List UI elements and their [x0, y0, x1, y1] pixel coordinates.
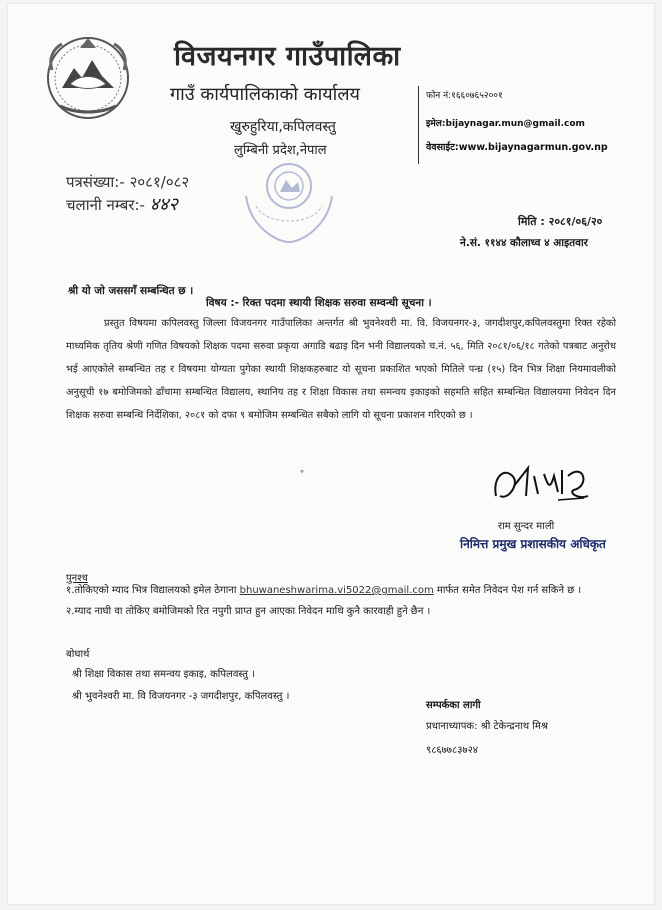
office-website: www.bijaynagarmun.gov.np — [458, 142, 608, 153]
postscript-line-1-pre: १.तोकिएको म्याद भित्र विद्यालयको इमेल ठेगाना — [66, 585, 240, 596]
nepal-sambat-date: ने.सं. ११४४ कौलाध्व ४ आइतवार — [460, 237, 588, 249]
office-name: विजयनगर गाउँपालिका — [174, 41, 401, 72]
letter-body-text: प्रस्तुत विषयमा कपिलवस्तु जिल्ला विजयनगर गाउँपालिका अन्तर्गत श्री भुवनेश्वरी मा. वि. विजयनगर-३, जगदीशपुर,कपिलवस्तुमा रिक्त रहेको माध्यमिक तृतिय श्रेणी गणित विषयको शिक्षक पदमा सरुवा प्रकृया अगाडि बढाइ दिन भनी विद्यालयको च.नं. ५६, मिति २०८१/०६/१८ गतेको पत्रबाट अनुरोध भई आएकोले सम्बन्धित तह र विषयमा योग्यता पुगेका स्थायी शिक्षकहरुबाट यो सूचना प्रकाशित भएको मितिले पन्ध्र (१५) दिन भित्र शिक्षा नियमावलीको अनुसूची १७ बमोजिमको ढाँचामा सम्बन्धित विद्यालय, स्थानिय तह र शिक्षा विकास तथा समन्वय इकाइको सहमति सहित सम्बन्धित विद्यालयमा निवेदन दिन शिक्षक सरुवा सम्बन्धि निर्देशिका, २०८१ को दफा ९ बमोजिम सम्बन्धित सबैको लागि यो सूचना प्रकाशन गरिएको छ । — [66, 318, 616, 421]
website-line — [426, 140, 608, 153]
municipality-stamp-icon — [236, 156, 342, 248]
bodharth-line-1: श्री शिक्षा विकास तथा समन्वय इकाइ, कपिलवस्तु । — [72, 669, 255, 680]
salutation: श्री यो जो जससगँ सम्बन्धित छ । — [68, 285, 194, 297]
letter-page — [8, 4, 654, 904]
contact-caption: सम्पर्कका लागी — [426, 700, 481, 711]
chalani-number — [66, 192, 178, 216]
letter-subject: विषय :- रिक्त पदमा स्थायी शिक्षक सरुवा सम्वन्धी सूचना । — [206, 297, 432, 309]
letter-body — [66, 312, 616, 427]
signatory-title: निमित्त प्रमुख प्रशासकीय अधिकृत — [460, 537, 606, 551]
office-subtitle: गाउँ कार्यपालिकाको कार्यालय — [170, 84, 360, 105]
faint-mark: ॰ — [300, 468, 304, 478]
school-email-link[interactable]: bhuwaneshwarima.vi5022@gmail.com — [239, 585, 434, 596]
chalani-label: चलानी नम्बर:- — [66, 196, 145, 214]
email-line — [426, 116, 585, 129]
letter-date: मिति : २०८१/०६/२० — [518, 215, 603, 228]
header-divider — [418, 86, 419, 164]
patra-sankhya — [66, 172, 189, 192]
signatory-name: राम सुन्दर माली — [498, 521, 555, 532]
phone-number: फोन नं:१६६०७६५२००१ — [426, 91, 503, 101]
postscript-line-1-post: मार्फत समेत निवेदन पेश गर्न सकिने छ । — [433, 585, 582, 596]
chalani-value: ४४२ — [149, 194, 178, 215]
bodharth-caption: बोधार्थ — [66, 649, 90, 660]
postscript-caption: पुनश्च — [66, 573, 88, 584]
contact-phone: ९८६७७८३७२४ — [426, 745, 478, 756]
postscript-line-2: २.म्याद नाघी वा तोकिए बमोजिमको रित नपुगी प्राप्त हुन आएका निवेदन माथि कुनै कारवाही हुने छैन । — [66, 606, 431, 617]
handwritten-signature-icon — [488, 456, 598, 514]
office-email: bijaynagar.mun@gmail.com — [445, 119, 585, 129]
contact-person: प्रधानाध्यापक: श्री टेकेन्द्रनाथ मिश्र — [426, 721, 548, 732]
postscript-line-1 — [66, 582, 581, 596]
address-line-1: खुरुहुरिया,कपिलवस्तु — [230, 119, 336, 135]
address-line-2: लुम्बिनी प्रदेश,नेपाल — [234, 143, 327, 158]
bodharth-line-2: श्री भुवनेश्वरी मा. वि विजयनगर -३ जगदीशपुर, कपिलवस्तु । — [72, 691, 290, 702]
patra-label: पत्रसंख्या:- — [66, 173, 125, 191]
nepal-emblem-icon — [40, 28, 136, 124]
email-label: इमेल: — [426, 119, 446, 129]
website-label: वेवसाईट: — [426, 142, 459, 153]
patra-value: २०८१/०८२ — [129, 173, 190, 191]
